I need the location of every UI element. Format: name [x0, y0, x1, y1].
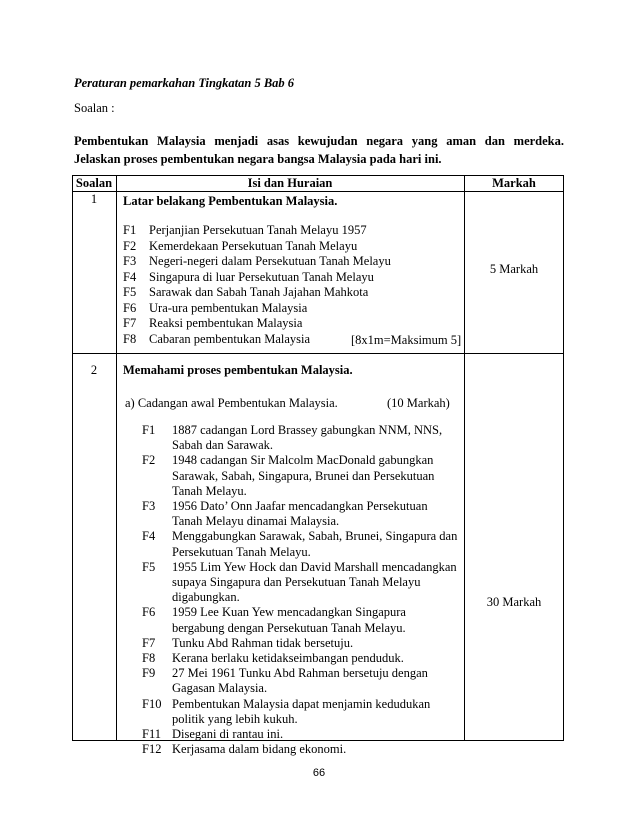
header-isi: Isi dan Huraian	[247, 176, 333, 190]
row-2-item-code: F9	[142, 666, 156, 681]
row-1-heading: Latar belakang Pembentukan Malaysia.	[123, 194, 338, 208]
row-1-item-text: Perjanjian Persekutuan Tanah Melayu 1957	[149, 223, 367, 237]
row-2-item-code: F3	[142, 499, 156, 513]
table-border-left	[72, 175, 73, 741]
row-2-item-text: Disegani di rantau ini.	[172, 727, 284, 741]
row-2-item-text: 1887 cadangan Lord Brassey gabungkan NNM, NNS,	[172, 423, 443, 437]
document-title: Peraturan pemarkahan Tingkatan 5 Bab 6	[74, 76, 295, 90]
row-2-item-text: Kerjasama dalam bidang ekonomi.	[172, 742, 347, 757]
row-2-item-text: Sarawak, Sabah, Singapura, Brunei dan Persekutuan	[172, 468, 435, 483]
row-2-item-text: Kerana berlaku ketidakseimbangan penduduk.	[172, 651, 404, 665]
question-line-2: Jelaskan proses pembentukan negara bangsa Malaysia pada hari ini.	[74, 152, 442, 166]
row-2-heading: Memahami proses pembentukan Malaysia.	[123, 363, 353, 377]
row-1-item-code: F5	[123, 285, 137, 299]
row-2-item-code: F12	[142, 742, 162, 757]
table-row-divider	[72, 353, 564, 354]
row-1-markah: 5 Markah	[489, 262, 539, 276]
row-2-item-text: 1948 cadangan Sir Malcolm MacDonald gabungkan	[172, 453, 434, 468]
question-label: Soalan :	[74, 101, 115, 115]
row-2-number: 2	[90, 363, 98, 377]
row-1-item-code: F1	[123, 223, 137, 237]
row-1-item-code: F4	[123, 269, 137, 284]
row-2-item-text: Pembentukan Malaysia dapat menjamin kedudukan	[172, 696, 431, 711]
row-2-item-code: F11	[142, 727, 161, 741]
row-2-item-text: Tanah Melayu dinamai Malaysia.	[172, 514, 340, 529]
row-1-item-text: Cabaran pembentukan Malaysia	[149, 331, 311, 346]
row-1-item-code: F7	[123, 316, 137, 330]
row-2-item-text: 1955 Lim Yew Hock dan David Marshall mencadangkan	[172, 559, 457, 574]
row-2-item-text: 1956 Dato’ Onn Jaafar mencadangkan Persekutuan	[172, 499, 428, 513]
row-2-item-code: F1	[142, 423, 156, 437]
row-2-item-text: Tanah Melayu.	[172, 483, 247, 498]
row-2-item-text: 1959 Lee Kuan Yew mencadangkan Singapura	[172, 605, 406, 620]
row-1-item-code: F8	[123, 331, 137, 346]
row-2-item-text: bergabung dengan Persekutuan Tanah Melayu.	[172, 620, 406, 635]
question-line-1: Pembentukan Malaysia menjadi asas kewujudan negara yang aman dan merdeka.	[74, 134, 564, 148]
row-2-markah: 30 Markah	[486, 595, 542, 609]
row-2-item-code: F8	[142, 651, 156, 665]
row-2-item-text: supaya Singapura dan Persekutuan Tanah Melayu	[172, 574, 421, 589]
row-1-item-text: Kemerdekaan Persekutuan Tanah Melayu	[149, 238, 358, 253]
row-1-item-text: Ura-ura pembentukan Malaysia	[149, 300, 308, 315]
row-1-note: [8x1m=Maksimum 5]	[351, 333, 462, 347]
row-2-subheading-marks: (10 Markah)	[387, 396, 450, 410]
marking-table	[72, 175, 564, 757]
row-2-item-text: Gagasan Malaysia.	[172, 681, 268, 696]
row-2-subheading: a) Cadangan awal Pembentukan Malaysia.	[125, 396, 338, 410]
table-column-divider	[116, 175, 117, 741]
row-1-item-text: Negeri-negeri dalam Persekutuan Tanah Melayu	[149, 254, 391, 268]
header-markah: Markah	[492, 176, 536, 190]
header-soalan: Soalan	[75, 176, 113, 190]
row-1-item-text: Sarawak dan Sabah Tanah Jajahan Mahkota	[149, 285, 369, 299]
row-2-item-code: F4	[142, 529, 156, 544]
question-text	[74, 132, 564, 168]
row-1-number: 1	[90, 192, 98, 206]
row-1-item-code: F6	[123, 300, 137, 315]
row-2-item-code: F10	[142, 696, 162, 711]
row-2-item-code: F5	[142, 559, 156, 574]
row-2-item-code: F6	[142, 605, 156, 620]
row-2-item-text: 27 Mei 1961 Tunku Abd Rahman bersetuju dengan	[172, 666, 428, 681]
row-2-item-code: F7	[142, 635, 156, 650]
table-border-right	[563, 175, 564, 741]
row-2-item-text: Tunku Abd Rahman tidak bersetuju.	[172, 635, 354, 650]
row-1-item-text: Singapura di luar Persekutuan Tanah Melayu	[149, 269, 374, 284]
table-column-divider	[464, 175, 465, 741]
row-2-item-text: politik yang lebih kukuh.	[172, 711, 298, 726]
row-2-item-text: Sabah dan Sarawak.	[172, 438, 274, 453]
row-2-item-text: Menggabungkan Sarawak, Sabah, Brunei, Singapura dan	[172, 529, 458, 544]
table-header-divider	[72, 191, 564, 192]
row-2-item-text: digabungkan.	[172, 590, 240, 605]
row-1-item-text: Reaksi pembentukan Malaysia	[149, 316, 303, 330]
row-1-item-code: F2	[123, 238, 137, 253]
row-2-item-code: F2	[142, 453, 156, 468]
row-1-item-code: F3	[123, 254, 137, 268]
page-number: 66	[312, 767, 326, 779]
row-2-item-text: Persekutuan Tanah Melayu.	[172, 544, 311, 559]
